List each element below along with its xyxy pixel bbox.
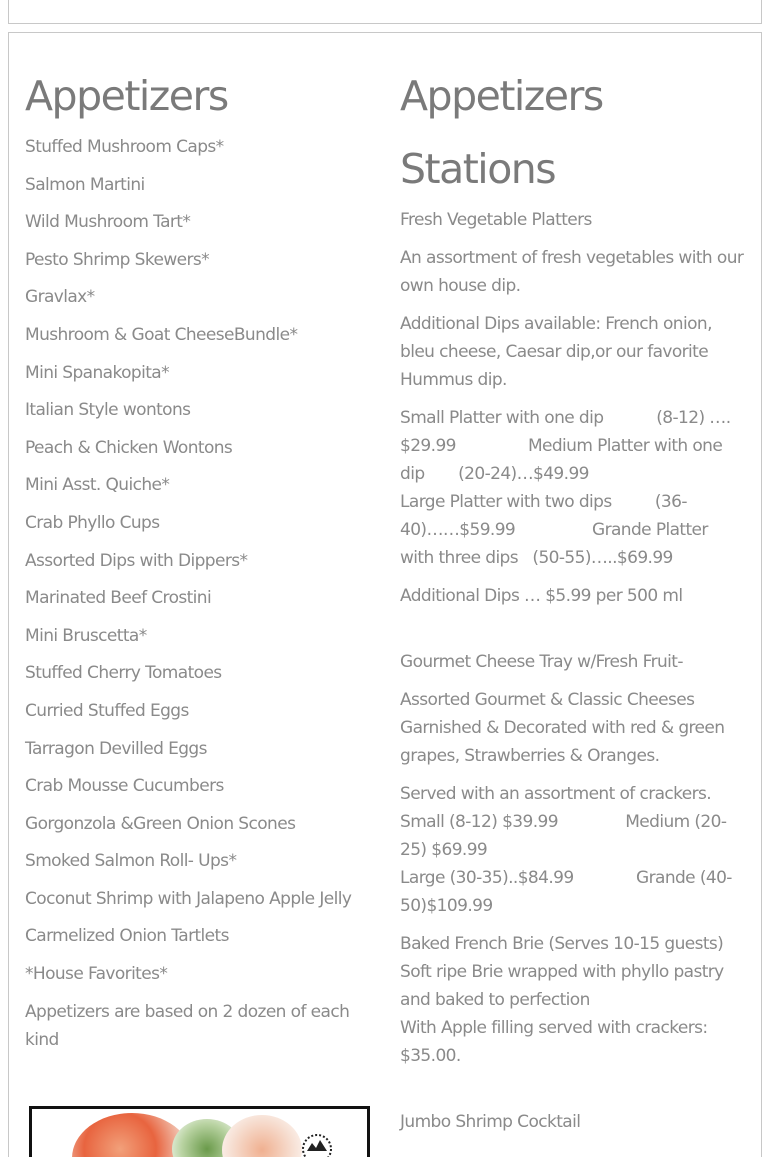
brie-heading: Baked French Brie (Serves 10-15 guests) <box>400 934 724 954</box>
shrimp-heading: Jumbo Shrimp Cocktail <box>400 1112 581 1132</box>
appetizer-item: Gorgonzola &Green Onion Scones <box>25 813 296 834</box>
veg-additional-dips: Additional Dips … $5.99 per 500 ml <box>400 586 683 606</box>
appetizer-item: Mini Asst. Quiche* <box>25 475 170 496</box>
top-panel <box>8 0 762 24</box>
spacer <box>400 1080 745 1108</box>
appetizer-item: Mushroom & Goat CheeseBundle* <box>25 324 298 345</box>
cheese-description: Assorted Gourmet & Classic Cheeses Garnished & Decorated with red & green grapes, Strawberries & Oranges. <box>400 690 725 766</box>
veg-sizes-large-grande: Large Platter with two dips (36-40)……$59.99 Grande Platter with three dips (50-55)…..$69.99 <box>400 492 713 568</box>
appetizer-item: Assorted Dips with Dippers* <box>25 550 248 571</box>
appetizer-item: Marinated Beef Crostini <box>25 588 212 609</box>
brie-filling: With Apple filling served with crackers: $35.00. <box>400 1018 708 1066</box>
stations-column <box>400 60 745 1146</box>
appetizer-item: Pesto Shrimp Skewers* <box>25 249 210 270</box>
appetizer-item: Salmon Martini <box>25 174 145 195</box>
appetizer-item: Peach & Chicken Wontons <box>25 437 233 458</box>
appetizer-item: *House Favorites* <box>25 964 168 985</box>
veg-dips: Additional Dips available: French onion, bleu cheese, Caesar dip,or our favorite Hummus dip. <box>400 314 712 390</box>
appetizer-item: Mini Bruscetta* <box>25 625 147 646</box>
veg-heading: Fresh Vegetable Platters <box>400 210 592 230</box>
cheese-sizes-large-grande: Large (30-35)..$84.99 Grande (40-50)$109.99 <box>400 868 732 916</box>
veg-description: An assortment of fresh vegetables with our own house dip. <box>400 248 744 296</box>
appetizer-item: Stuffed Cherry Tomatoes <box>25 663 222 684</box>
appetizer-item: Wild Mushroom Tart* <box>25 212 191 233</box>
appetizer-item: Italian Style wontons <box>25 400 191 421</box>
appetizer-item: Appetizers are based on 2 dozen of each kind <box>25 1001 350 1050</box>
appetizer-item: Tarragon Devilled Eggs <box>25 738 207 759</box>
cheese-heading: Gourmet Cheese Tray w/Fresh Fruit- <box>400 652 683 672</box>
appetizer-item: Curried Stuffed Eggs <box>25 700 189 721</box>
appetizer-item: Crab Phyllo Cups <box>25 512 160 533</box>
appetizer-item: Smoked Salmon Roll- Ups* <box>25 851 237 872</box>
appetizer-item: Gravlax* <box>25 287 95 308</box>
appetizer-photo <box>29 1106 370 1157</box>
veg-sizes-small-medium: Small Platter with one dip (8-12) …. $29.99 Medium Platter with one dip (20-24)…$49.99 <box>400 408 736 484</box>
appetizer-item: Crab Mousse Cucumbers <box>25 776 224 797</box>
food-image <box>222 1115 302 1157</box>
appetizers-column <box>25 60 370 1063</box>
appetizer-item: Coconut Shrimp with Jalapeno Apple Jelly <box>25 888 352 909</box>
caterer-logo-icon <box>295 1127 339 1157</box>
appetizers-list <box>25 133 370 1054</box>
appetizer-item: Carmelized Onion Tartlets <box>25 926 229 947</box>
brie-description: Soft ripe Brie wrapped with phyllo pastry and baked to perfection <box>400 962 724 1010</box>
cheese-sizes-small-medium: Served with an assortment of crackers. Small (8-12) $39.99 Medium (20-25) $69.99 <box>400 784 727 860</box>
stations-title: Appetizers Stations <box>400 72 603 193</box>
appetizer-item: Stuffed Mushroom Caps* <box>25 137 224 157</box>
appetizers-title: Appetizers <box>25 72 228 120</box>
stations-content <box>400 206 745 1136</box>
appetizer-item: Mini Spanakopita* <box>25 362 170 383</box>
spacer <box>400 620 745 648</box>
